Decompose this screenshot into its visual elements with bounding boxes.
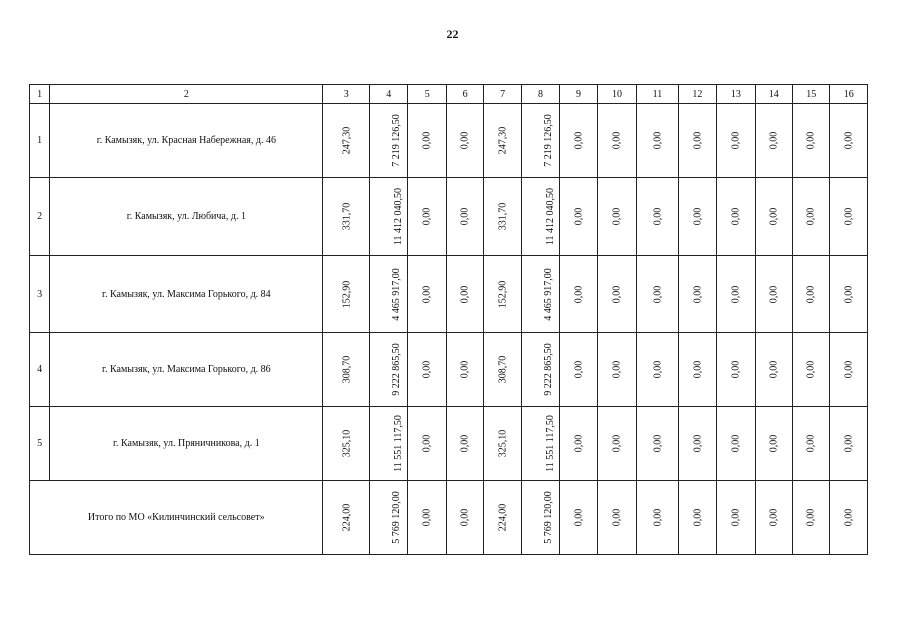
column-header: 4 [370, 85, 408, 104]
value-cell [408, 104, 446, 178]
value-text: 0,00 [691, 508, 703, 527]
value-text: 0,00 [572, 207, 584, 226]
value-text: 0,00 [651, 360, 663, 379]
value-text: 11 412 040,50 [393, 187, 405, 246]
value-text: 0,00 [421, 285, 433, 303]
value-cell [793, 104, 830, 178]
value-text: 0,00 [805, 508, 817, 527]
table-row [30, 407, 868, 481]
value-text: 152,90 [340, 280, 352, 308]
value-cell [560, 178, 597, 256]
value-cell [521, 104, 559, 178]
value-text: 0,00 [805, 207, 817, 226]
value-cell [637, 256, 678, 333]
value-cell [408, 178, 446, 256]
value-cell [830, 104, 868, 178]
value-text: 0,00 [843, 131, 855, 150]
value-text: 0,00 [651, 434, 663, 453]
value-text: 0,00 [611, 508, 623, 527]
value-text: 0,00 [843, 434, 855, 453]
value-text: 0,00 [843, 285, 855, 303]
value-text: 0,00 [768, 207, 780, 226]
value-cell [717, 481, 755, 555]
value-cell [408, 256, 446, 333]
value-cell [830, 407, 868, 481]
value-cell [323, 256, 370, 333]
table-row [30, 104, 868, 178]
column-header: 3 [323, 85, 370, 104]
value-text: 0,00 [805, 131, 817, 150]
value-cell [793, 481, 830, 555]
value-text: 0,00 [459, 285, 471, 303]
column-header: 1 [30, 85, 50, 104]
value-cell [755, 481, 792, 555]
value-text: 0,00 [730, 131, 742, 150]
value-text: 5 769 120,00 [390, 491, 402, 544]
address-cell: г. Камызяк, ул. Максима Горького, д. 86 [50, 333, 323, 407]
value-cell [446, 256, 483, 333]
value-cell [560, 104, 597, 178]
column-header: 15 [793, 85, 830, 104]
value-cell [717, 178, 755, 256]
value-text: 0,00 [459, 434, 471, 453]
value-text: 0,00 [805, 360, 817, 379]
value-cell [446, 333, 483, 407]
value-cell [370, 256, 408, 333]
value-text: 0,00 [843, 360, 855, 379]
value-text: 0,00 [459, 508, 471, 527]
value-cell [484, 256, 521, 333]
value-text: 224,00 [340, 503, 352, 532]
row-number: 5 [30, 407, 50, 481]
value-cell [323, 407, 370, 481]
value-text: 308,70 [497, 355, 509, 384]
value-cell [755, 407, 792, 481]
value-text: 0,00 [691, 434, 703, 453]
value-cell [678, 178, 716, 256]
value-text: 0,00 [611, 131, 623, 150]
value-text: 9 222 865,50 [542, 343, 554, 396]
value-text: 0,00 [611, 434, 623, 453]
table-row [30, 178, 868, 256]
value-cell [830, 333, 868, 407]
row-number: 2 [30, 178, 50, 256]
value-text: 331,70 [340, 202, 352, 231]
value-text: 0,00 [768, 131, 780, 150]
value-cell [408, 407, 446, 481]
value-cell [678, 407, 716, 481]
value-cell [678, 333, 716, 407]
value-cell [521, 178, 559, 256]
page-number: 22 [446, 27, 459, 41]
value-text: 0,00 [768, 508, 780, 527]
value-text: 4 465 917,00 [390, 267, 402, 321]
value-text: 0,00 [421, 207, 433, 226]
value-cell [521, 256, 559, 333]
value-text: 325,10 [340, 429, 352, 458]
value-cell [323, 481, 370, 555]
value-cell [830, 256, 868, 333]
value-cell [793, 178, 830, 256]
value-text: 0,00 [572, 131, 584, 150]
value-cell [446, 481, 483, 555]
value-cell [717, 407, 755, 481]
value-cell [408, 481, 446, 555]
value-cell [755, 256, 792, 333]
value-text: 0,00 [691, 207, 703, 226]
value-text: 0,00 [459, 131, 471, 150]
column-number-row [30, 85, 868, 104]
value-cell [597, 104, 636, 178]
value-cell [597, 256, 636, 333]
address-cell: г. Камызяк, ул. Любича, д. 1 [50, 178, 323, 256]
value-cell [597, 481, 636, 555]
value-text: 0,00 [572, 285, 584, 303]
value-cell [323, 333, 370, 407]
value-text: 0,00 [572, 434, 584, 453]
value-text: 0,00 [611, 360, 623, 379]
value-text: 0,00 [651, 285, 663, 303]
value-text: 7 219 126,50 [390, 114, 402, 167]
value-cell [560, 256, 597, 333]
table-row [30, 256, 868, 333]
total-label: Итого по МО «Килинчинский сельсовет» [30, 481, 323, 555]
value-cell [597, 407, 636, 481]
value-text: 0,00 [421, 360, 433, 379]
value-text: 0,00 [459, 207, 471, 226]
value-cell [793, 407, 830, 481]
column-header: 5 [408, 85, 446, 104]
value-cell [484, 333, 521, 407]
value-cell [560, 481, 597, 555]
value-cell [446, 178, 483, 256]
column-header: 2 [50, 85, 323, 104]
value-cell [637, 407, 678, 481]
value-cell [793, 333, 830, 407]
value-text: 0,00 [421, 508, 433, 527]
row-number: 4 [30, 333, 50, 407]
value-cell [637, 333, 678, 407]
value-cell [755, 104, 792, 178]
value-text: 308,70 [340, 355, 352, 384]
housing-register-table [29, 84, 868, 555]
column-header: 8 [521, 85, 559, 104]
value-cell [484, 104, 521, 178]
value-text: 0,00 [691, 360, 703, 379]
value-cell [717, 333, 755, 407]
column-header: 14 [755, 85, 792, 104]
value-cell [521, 333, 559, 407]
value-cell [560, 407, 597, 481]
value-text: 0,00 [611, 207, 623, 226]
value-text: 224,00 [497, 503, 509, 532]
value-cell [717, 104, 755, 178]
value-cell [830, 178, 868, 256]
value-text: 0,00 [421, 131, 433, 150]
value-cell [678, 104, 716, 178]
value-text: 7 219 126,50 [542, 114, 554, 167]
value-text: 0,00 [843, 508, 855, 527]
value-text: 0,00 [730, 434, 742, 453]
value-text: 0,00 [651, 131, 663, 150]
total-row [30, 481, 868, 555]
value-text: 247,30 [497, 126, 509, 155]
row-number: 3 [30, 256, 50, 333]
column-header: 6 [446, 85, 483, 104]
value-cell [370, 333, 408, 407]
value-text: 331,70 [497, 202, 509, 231]
value-text: 152,90 [497, 280, 509, 308]
value-cell [597, 178, 636, 256]
value-cell [521, 481, 559, 555]
value-text: 0,00 [421, 434, 433, 453]
value-cell [637, 104, 678, 178]
value-cell [717, 256, 755, 333]
column-header: 12 [678, 85, 716, 104]
column-header: 7 [484, 85, 521, 104]
value-text: 0,00 [459, 360, 471, 379]
table-row [30, 333, 868, 407]
value-cell [408, 333, 446, 407]
value-cell [370, 178, 408, 256]
value-cell [521, 407, 559, 481]
column-header: 9 [560, 85, 597, 104]
address-cell: г. Камызяк, ул. Красная Набережная, д. 46 [50, 104, 323, 178]
value-text: 0,00 [805, 285, 817, 303]
value-text: 5 769 120,00 [542, 491, 554, 544]
value-text: 0,00 [651, 207, 663, 226]
address-cell: г. Камызяк, ул. Пряничникова, д. 1 [50, 407, 323, 481]
value-text: 0,00 [691, 285, 703, 303]
value-text: 11 551 117,50 [392, 415, 404, 472]
value-text: 0,00 [805, 434, 817, 453]
value-cell [637, 178, 678, 256]
value-text: 0,00 [611, 285, 623, 303]
value-cell [678, 481, 716, 555]
value-text: 325,10 [497, 429, 509, 458]
value-cell [446, 104, 483, 178]
value-cell [597, 333, 636, 407]
value-cell [484, 178, 521, 256]
column-header: 13 [717, 85, 755, 104]
value-cell [637, 481, 678, 555]
value-text: 0,00 [768, 360, 780, 379]
value-cell [370, 104, 408, 178]
value-text: 0,00 [730, 360, 742, 379]
value-text: 0,00 [768, 434, 780, 453]
column-header: 16 [830, 85, 868, 104]
value-text: 0,00 [768, 285, 780, 303]
value-text: 247,30 [340, 126, 352, 155]
value-cell [484, 407, 521, 481]
value-text: 11 551 117,50 [544, 415, 556, 472]
value-cell [323, 178, 370, 256]
value-text: 0,00 [572, 360, 584, 379]
value-cell [755, 178, 792, 256]
value-text: 0,00 [843, 207, 855, 226]
value-text: 0,00 [691, 131, 703, 150]
value-cell [830, 481, 868, 555]
value-text: 4 465 917,00 [542, 267, 554, 321]
value-text: 0,00 [572, 508, 584, 527]
column-header: 11 [637, 85, 678, 104]
value-cell [370, 481, 408, 555]
address-cell: г. Камызяк, ул. Максима Горького, д. 84 [50, 256, 323, 333]
value-cell [446, 407, 483, 481]
value-cell [484, 481, 521, 555]
value-text: 0,00 [651, 508, 663, 527]
row-number: 1 [30, 104, 50, 178]
value-cell [678, 256, 716, 333]
value-cell [323, 104, 370, 178]
value-text: 9 222 865,50 [390, 343, 402, 396]
value-cell [793, 256, 830, 333]
value-text: 0,00 [730, 207, 742, 226]
value-cell [755, 333, 792, 407]
value-text: 0,00 [730, 508, 742, 527]
value-text: 11 412 040,50 [544, 187, 556, 246]
value-cell [370, 407, 408, 481]
column-header: 10 [597, 85, 636, 104]
value-cell [560, 333, 597, 407]
value-text: 0,00 [730, 285, 742, 303]
